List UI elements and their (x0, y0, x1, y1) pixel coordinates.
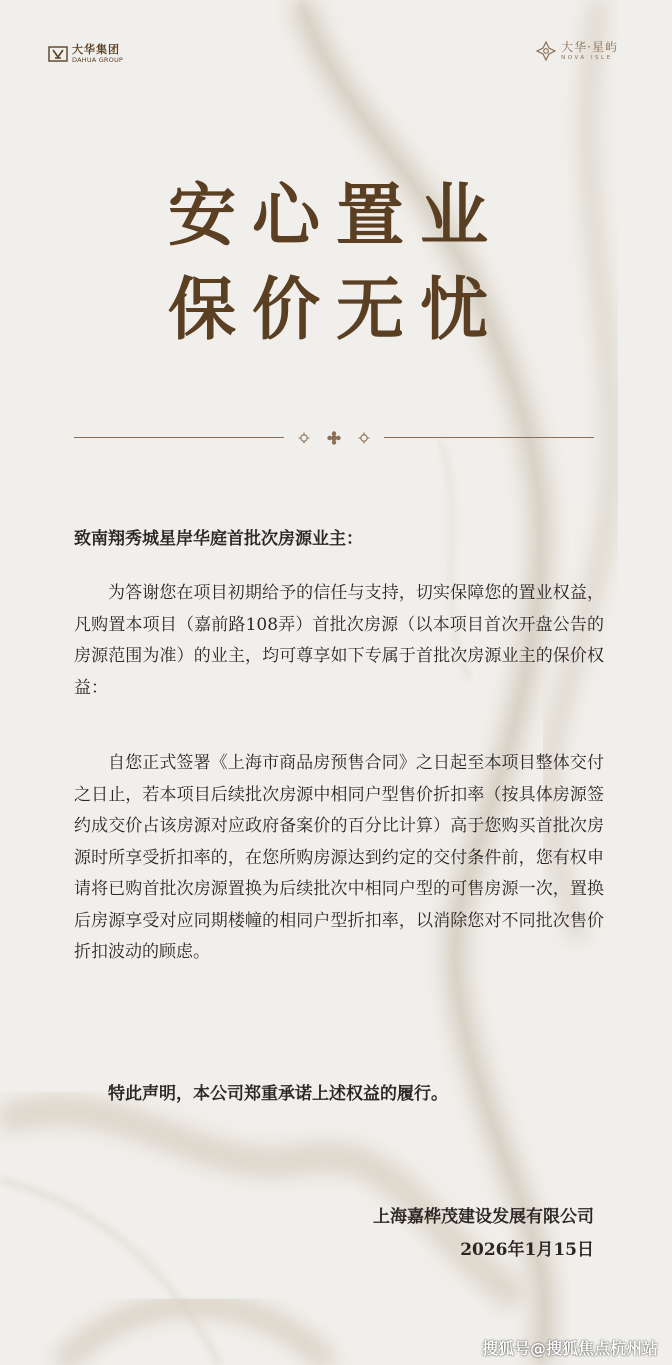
left-logo-name: 大华集团 (72, 43, 120, 56)
left-logo-subname: DAHUA GROUP (72, 56, 124, 64)
right-logo-subname: NOVA ISLE (561, 55, 613, 61)
nova-isle-logo-icon (536, 41, 556, 61)
ornamental-divider (74, 431, 594, 445)
divider-line-left (74, 437, 284, 438)
headline-line-2: 保价无忧 (167, 271, 504, 350)
dahua-group-logo-icon (48, 45, 68, 63)
letter-declaration: 特此声明，本公司郑重承诺上述权益的履行。 (108, 1084, 448, 1104)
headline-line-1: 安心置业 (167, 177, 504, 256)
dahua-group-logo (48, 44, 123, 64)
company-signature: 上海嘉桦茂建设发展有限公司 (373, 1207, 594, 1227)
divider-ornament-icon (295, 431, 373, 445)
divider-line-right (384, 437, 594, 438)
right-logo-name: 大华·星屿 (561, 40, 618, 54)
letter-salutation: 致南翔秀城星岸华庭首批次房源业主： (74, 529, 363, 549)
letter-paragraph-2: 自您正式签署《上海市商品房预售合同》之日起至本项目整体交付之日止，若本项目后续批次房源中相同户型售价折扣率（按具体房源签约成交价占该房源对应政府备案价的百分比计算）高于您购买首批次房源时所享受折扣率的，在您所购房源达到约定的交付条件前，您有权申请将已购首批次房源置换为后续批次中相同户型的可售房源一次，置换后房源享受对应同期楼幢的相同户型折扣率，以消除您对不同批次售价折扣波动的顾虑。 (74, 753, 604, 962)
source-watermark: 搜狐号@搜狐焦点杭州站 (481, 1339, 658, 1358)
letter-paragraph-1: 为答谢您在项目初期给予的信任与支持，切实保障您的置业权益，凡购置本项目（嘉前路108弄）首批次房源（以本项目首次开盘公告的房源范围为准）的业主，均可尊享如下专属于首批次房源业主的保价权益： (74, 583, 604, 698)
nova-isle-logo (536, 41, 618, 62)
letter-date: 2026年1月15日 (460, 1240, 594, 1260)
